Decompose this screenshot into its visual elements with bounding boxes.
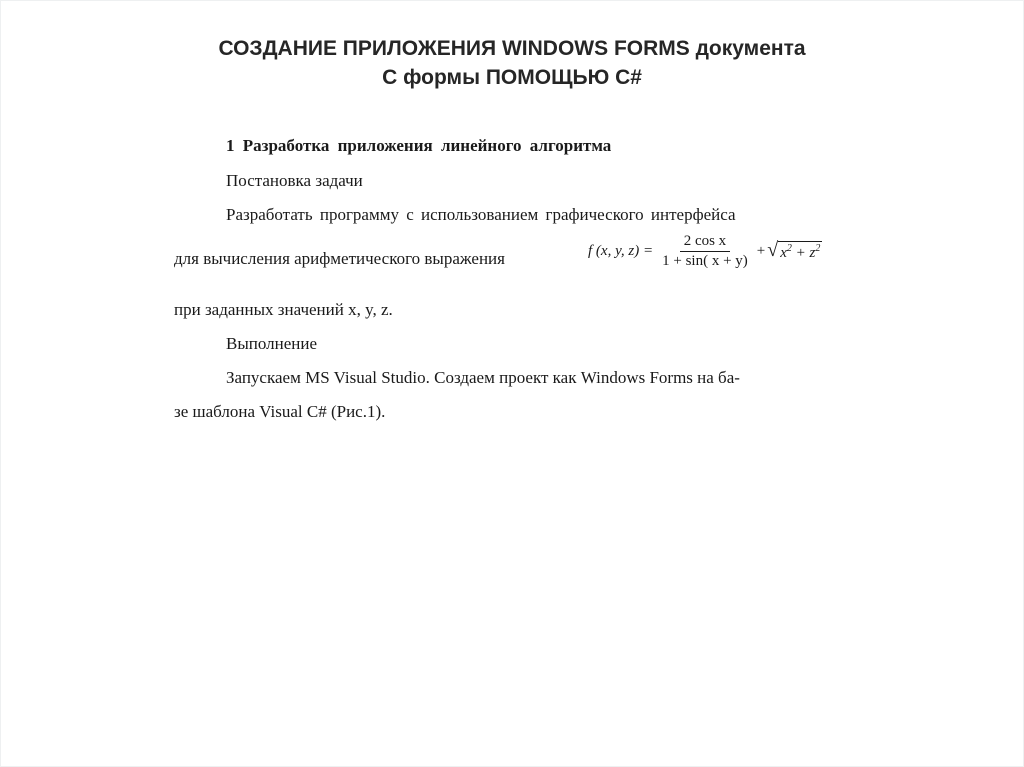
- develop-paragraph: Разработать программу с использованием графического интерфейса: [226, 205, 736, 224]
- slide-title-line-1: СОЗДАНИЕ ПРИЛОЖЕНИЯ WINDOWS FORMS документа: [218, 37, 806, 60]
- section-heading: 1 Разработка приложения линейного алгоритма: [226, 136, 612, 155]
- slide-title: [0, 34, 1024, 92]
- template-paragraph: зе шаблона Visual C# (Рис.1).: [174, 402, 386, 421]
- given-paragraph: при заданных значений x, y, z.: [174, 300, 393, 319]
- formula-radicand: $x^2 + z^2$: [780, 243, 821, 261]
- math-formula: [588, 233, 822, 270]
- slide-title-line-2: С формы ПОМОЩЬЮ C#: [382, 66, 642, 89]
- formula-sqrt: [767, 241, 822, 262]
- calc-paragraph: для вычисления арифметического выражения: [174, 249, 505, 268]
- formula-denominator: 1 + sin( x + y): [662, 253, 748, 269]
- task-label: Постановка задачи: [226, 171, 363, 190]
- sqrt-sign-icon: √: [767, 239, 779, 261]
- formula-lhs: f (x, y, z) =: [588, 243, 654, 259]
- formula-numerator: 2 cos x: [680, 233, 731, 252]
- formula-plus: +: [756, 243, 766, 259]
- launch-paragraph: Запускаем MS Visual Studio. Создаем проект как Windows Forms на ба-: [226, 368, 740, 387]
- execution-label: Выполнение: [226, 334, 318, 353]
- formula-fraction: [658, 233, 752, 270]
